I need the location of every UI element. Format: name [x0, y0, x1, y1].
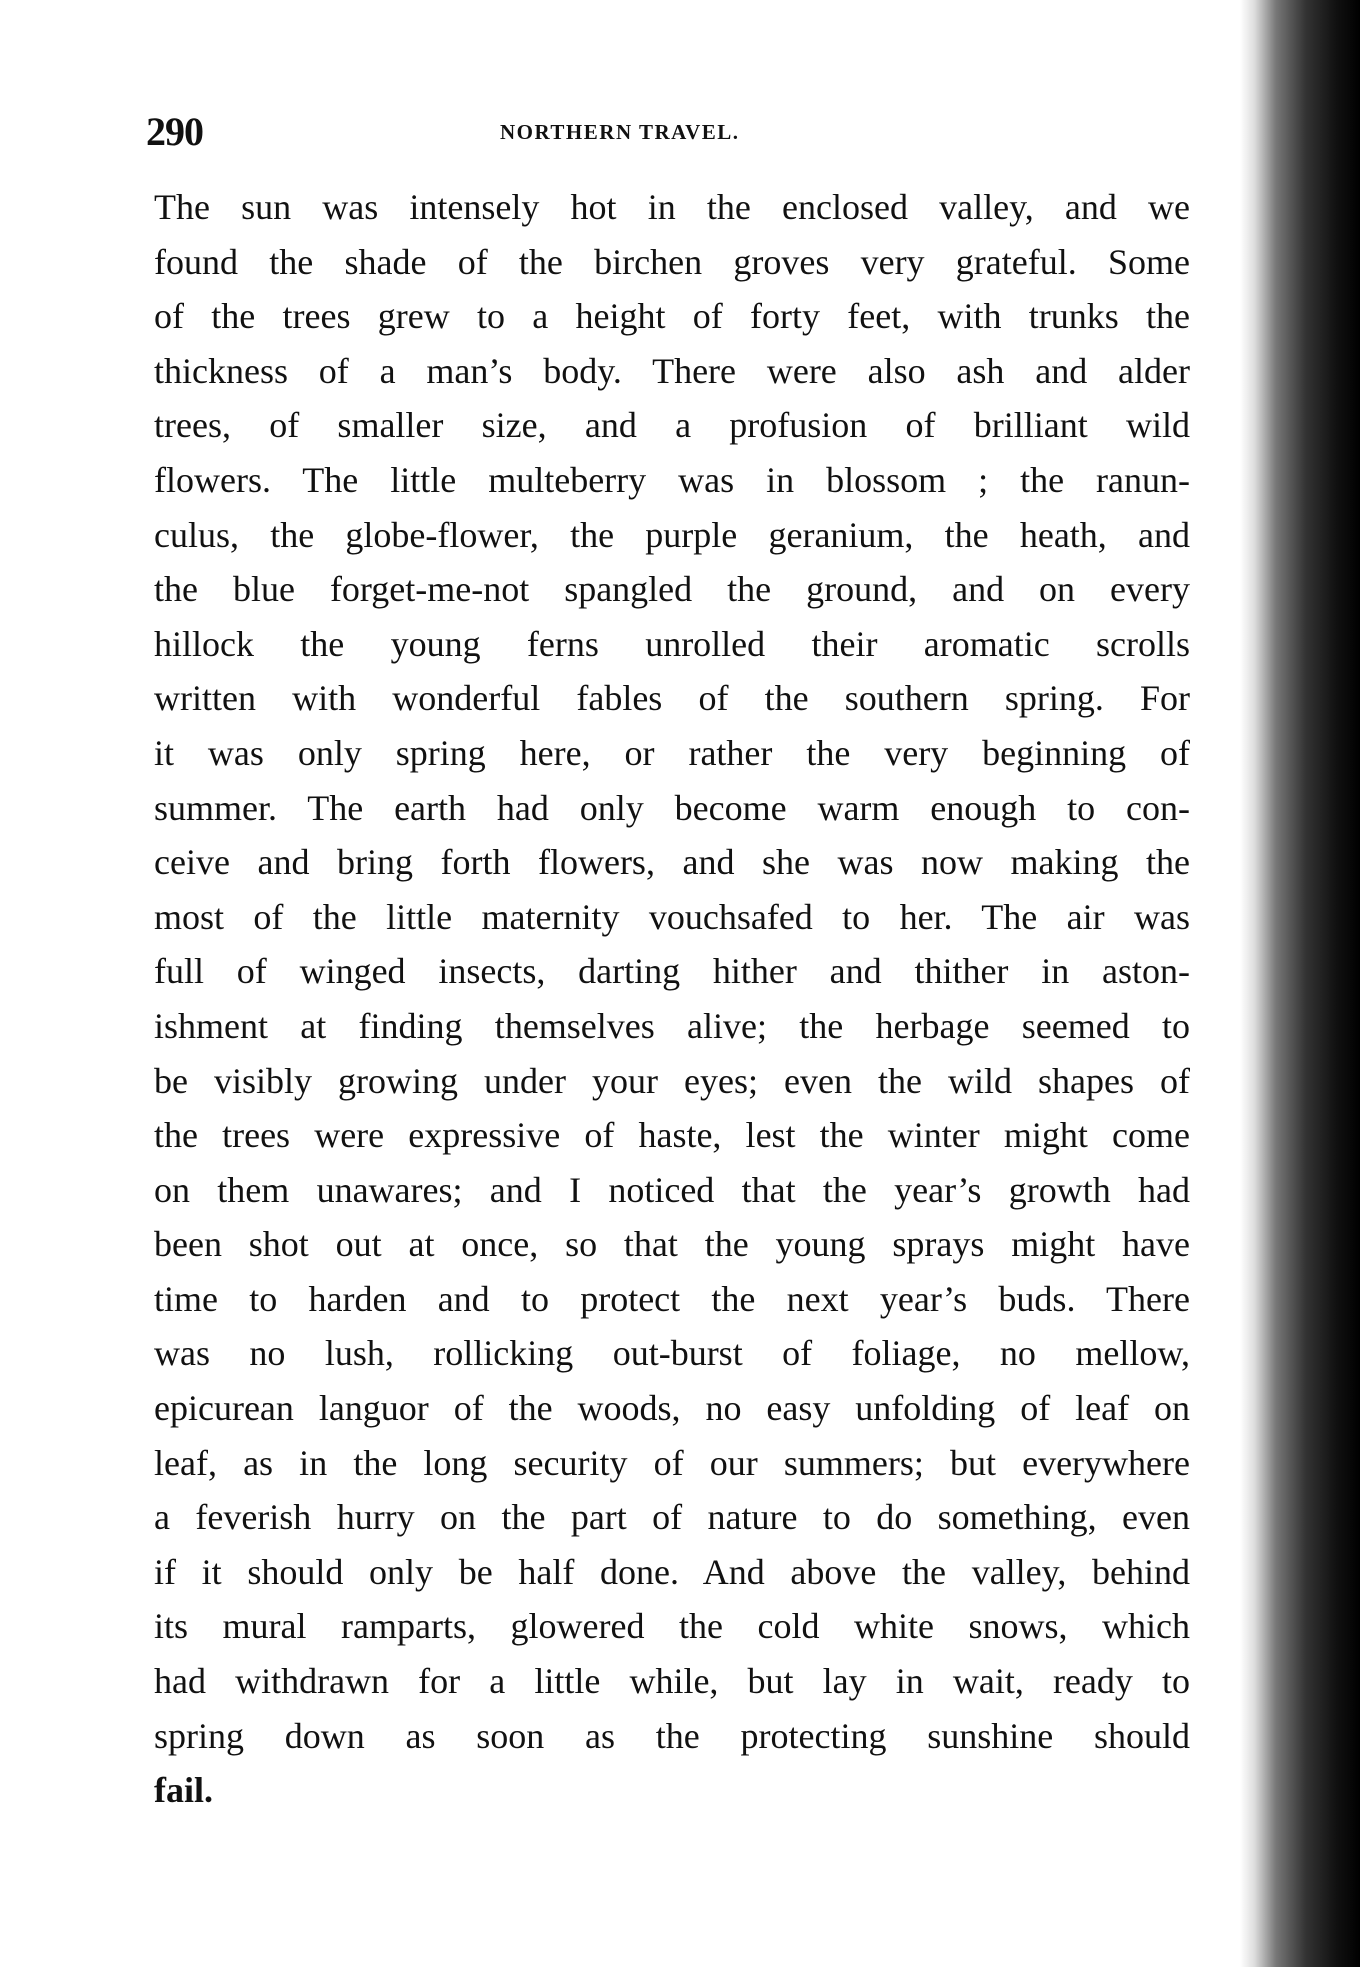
text-line — [154, 617, 1190, 672]
text-line — [154, 781, 1190, 836]
text-line — [154, 944, 1190, 999]
text-line — [154, 289, 1190, 344]
text-line — [154, 1272, 1190, 1327]
text-line — [154, 235, 1190, 290]
text-line — [154, 1163, 1190, 1218]
text-line — [154, 1436, 1190, 1491]
text-line-content: most of the little maternity vouchsafed to her. The air was — [154, 896, 1190, 937]
text-line-content: a feverish hurry on the part of nature to do something, even — [154, 1497, 1190, 1538]
text-line — [154, 671, 1190, 726]
page-number: 290 — [146, 109, 203, 154]
text-line-content: the blue forget-me-not spangled the ground, and on every — [154, 569, 1190, 610]
text-line-content: it was only spring here, or rather the very beginning of — [154, 732, 1190, 773]
text-line-content: culus, the globe-flower, the purple geranium, the heath, and — [154, 514, 1190, 555]
text-line-content: had withdrawn for a little while, but lay in wait, ready to — [154, 1661, 1190, 1702]
text-line-content: summer. The earth had only become warm enough to con- — [154, 787, 1190, 828]
text-line — [154, 1326, 1190, 1381]
text-line-content: been shot out at once, so that the young sprays might have — [154, 1224, 1190, 1265]
text-line — [154, 835, 1190, 890]
text-line — [154, 1763, 1190, 1818]
text-line — [154, 890, 1190, 945]
text-line-content: flowers. The little multeberry was in blossom ; the ranun- — [154, 459, 1190, 500]
text-line — [154, 999, 1190, 1054]
running-head: NORTHERN TRAVEL. — [500, 120, 740, 144]
text-line-content: leaf, as in the long security of our summers; but everywhere — [154, 1442, 1190, 1483]
text-line-content: ceive and bring forth flowers, and she was now making the — [154, 842, 1190, 883]
text-line-content: thickness of a man’s body. There were also ash and alder — [154, 350, 1190, 391]
text-line — [154, 453, 1190, 508]
text-line-content: found the shade of the birchen groves very grateful. Some — [154, 241, 1190, 282]
text-line — [154, 398, 1190, 453]
text-line-content: written with wonderful fables of the southern spring. For — [154, 678, 1190, 719]
page-binding-edge — [1240, 0, 1360, 1967]
body-text — [154, 180, 1190, 1818]
text-line-content: of the trees grew to a height of forty feet, with trunks the — [154, 296, 1190, 337]
text-line — [154, 1490, 1190, 1545]
text-line-content: on them unawares; and I noticed that the year’s growth had — [154, 1169, 1190, 1210]
text-line — [154, 344, 1190, 399]
text-line-content: be visibly growing under your eyes; even the wild shapes of — [154, 1060, 1190, 1101]
text-line-content: its mural ramparts, glowered the cold white snows, which — [154, 1606, 1190, 1647]
text-line-content: The sun was intensely hot in the enclosed valley, and we — [154, 187, 1190, 227]
text-line-content: spring down as soon as the protecting sunshine should — [154, 1715, 1190, 1756]
text-line — [154, 1599, 1190, 1654]
text-line-content: ishment at finding themselves alive; the herbage seemed to — [154, 1005, 1190, 1046]
text-line-content: if it should only be half done. And above the valley, behind — [154, 1551, 1190, 1592]
text-line — [154, 508, 1190, 563]
text-line-content: time to harden and to protect the next year’s buds. There — [154, 1278, 1190, 1319]
text-line — [154, 1709, 1190, 1764]
text-line — [154, 1545, 1190, 1600]
text-line — [154, 1217, 1190, 1272]
text-line — [154, 726, 1190, 781]
text-line — [154, 1108, 1190, 1163]
text-line-content: epicurean languor of the woods, no easy unfolding of leaf on — [154, 1388, 1190, 1429]
text-line-content: full of winged insects, darting hither and thither in aston- — [154, 951, 1190, 992]
text-line — [154, 180, 1190, 235]
text-line-content: trees, of smaller size, and a profusion of brilliant wild — [154, 405, 1190, 446]
text-line-content: was no lush, rollicking out-burst of foliage, no mellow, — [154, 1333, 1190, 1374]
text-line-content: fail. — [154, 1770, 213, 1811]
text-line — [154, 562, 1190, 617]
text-line — [154, 1654, 1190, 1709]
text-line-content: hillock the young ferns unrolled their aromatic scrolls — [154, 623, 1190, 664]
text-line — [154, 1054, 1190, 1109]
text-line-content: the trees were expressive of haste, lest the winter might come — [154, 1115, 1190, 1156]
text-line — [154, 1381, 1190, 1436]
